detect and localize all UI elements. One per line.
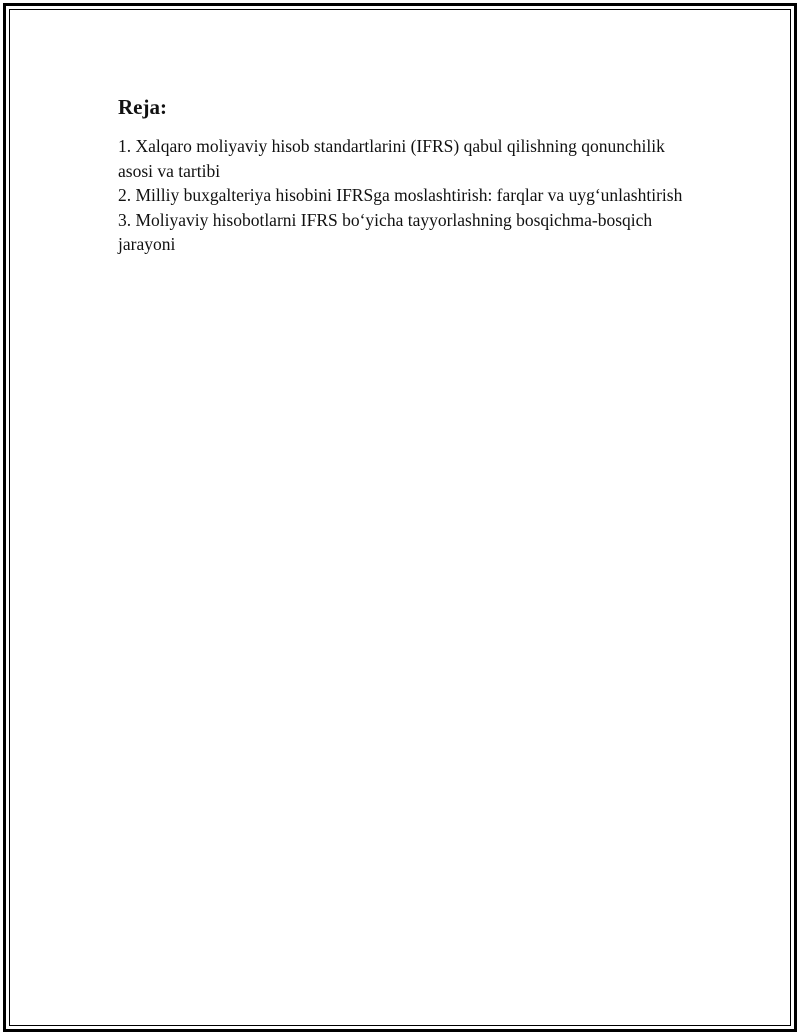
- page-content: [118, 94, 698, 257]
- plan-item-2: 2. Milliy buxgalteriya hisobini IFRSga moslashtirish: farqlar va uyg‘unlashtirish: [118, 185, 683, 205]
- plan-item-1: 1. Xalqaro moliyaviy hisob standartlarini (IFRS) qabul qilishning qonunchilik asosi va tartibi: [118, 136, 665, 181]
- plan-heading: Reja:: [118, 95, 167, 119]
- plan-list: [118, 134, 698, 257]
- plan-item-3: 3. Moliyaviy hisobotlarni IFRS bo‘yicha tayyorlashning bosqichma-bosqich jarayoni: [118, 209, 653, 254]
